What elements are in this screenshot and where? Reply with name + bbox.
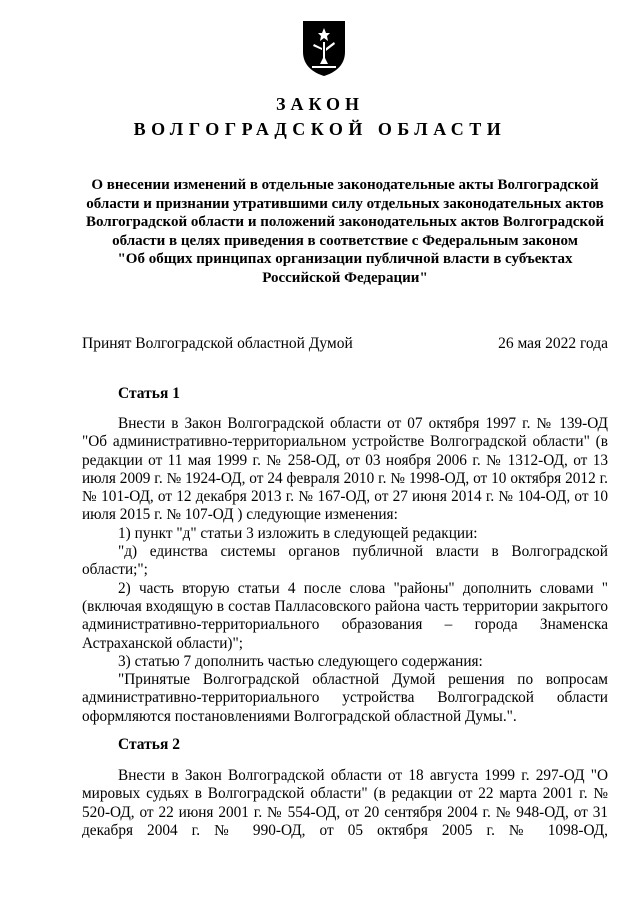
- subject-line: области и признании утратившими силу отдельных законодательных актов: [86, 195, 604, 212]
- article-2-intro: Внести в Закон Волгоградской области от 18 августа 1999 г. 297-ОД "О мировых судьях в Волгоградской области" (в редакции от 22 марта 2001 г. № 520-ОД, от 22 июня 2001 г. № 554-ОД, от 20 сентября 2004 г. № 948-ОД, от 31 декабря 2004 г. № 990-ОД, от 05 октября 2005 г. № 1098-ОД,: [82, 767, 608, 839]
- law-subject: [82, 176, 608, 287]
- subject-line: области в целях приведения в соответствие с Федеральным законом: [112, 232, 578, 249]
- coat-of-arms-icon: [300, 18, 348, 78]
- article-1-item-1: 1) пункт "д" статьи 3 изложить в следующей редакции:: [118, 524, 478, 542]
- article-2-heading: Статья 2: [118, 736, 180, 753]
- region-title: ВОЛГОГРАДСКОЙ ОБЛАСТИ: [133, 119, 507, 139]
- adopted-by: Принят Волгоградской областной Думой: [82, 335, 353, 352]
- article-1-body: [82, 415, 608, 726]
- article-1-item-3-text: "Принятые Волгоградской областной Думой решения по вопросам административно-территориального устройства Волгоградской области оформляются постановлениями Волгоградской областной Думы.".: [82, 671, 608, 725]
- subject-line: "Об общих принципах организации публичной власти в субъектах: [117, 251, 573, 267]
- subject-line: Волгоградской области и положений законодательных актов Волгоградской: [85, 214, 605, 230]
- subject-line: Российской Федерации": [262, 269, 428, 286]
- article-1-heading: Статья 1: [118, 385, 180, 402]
- adoption-date: 26 мая 2022 года: [498, 335, 608, 352]
- article-1-item-2: 2) часть вторую статьи 4 после слова "районы" дополнить словами "(включая входящую в состав Палласовского района часть территории закрытого административно-территориального образования – города Знаменска Астраханской области)";: [82, 579, 608, 652]
- adoption-info: [82, 335, 608, 353]
- article-1-item-3: 3) статью 7 дополнить частью следующего содержания:: [118, 652, 483, 670]
- subject-line: О внесении изменений в отдельные законодательные акты Волгоградской: [91, 177, 599, 193]
- article-1-intro: Внести в Закон Волгоградской области от 07 октября 1997 г. № 139-ОД "Об административно-территориальном устройстве Волгоградской области" (в редакции от 11 мая 1999 г. № 258-ОД, от 03 ноября 2006 г. № 1312-ОД, от 13 июля 2009 г. № 1924-ОД, от 24 февраля 2010 г. № 1998-ОД, от 10 октября 2012 г. № 101-ОД, от 12 декабря 2013 г. № 167-ОД, от 27 июня 2014 г. № 104-ОД, от 10 июля 2015 г. № 107-ОД ) следующие изменения:: [82, 415, 608, 524]
- article-1-item-1-text: "д) единства системы органов публичной власти в Волгоградской области;";: [82, 543, 608, 579]
- law-title: ЗАКОН: [275, 94, 365, 114]
- article-2-body: [82, 767, 608, 840]
